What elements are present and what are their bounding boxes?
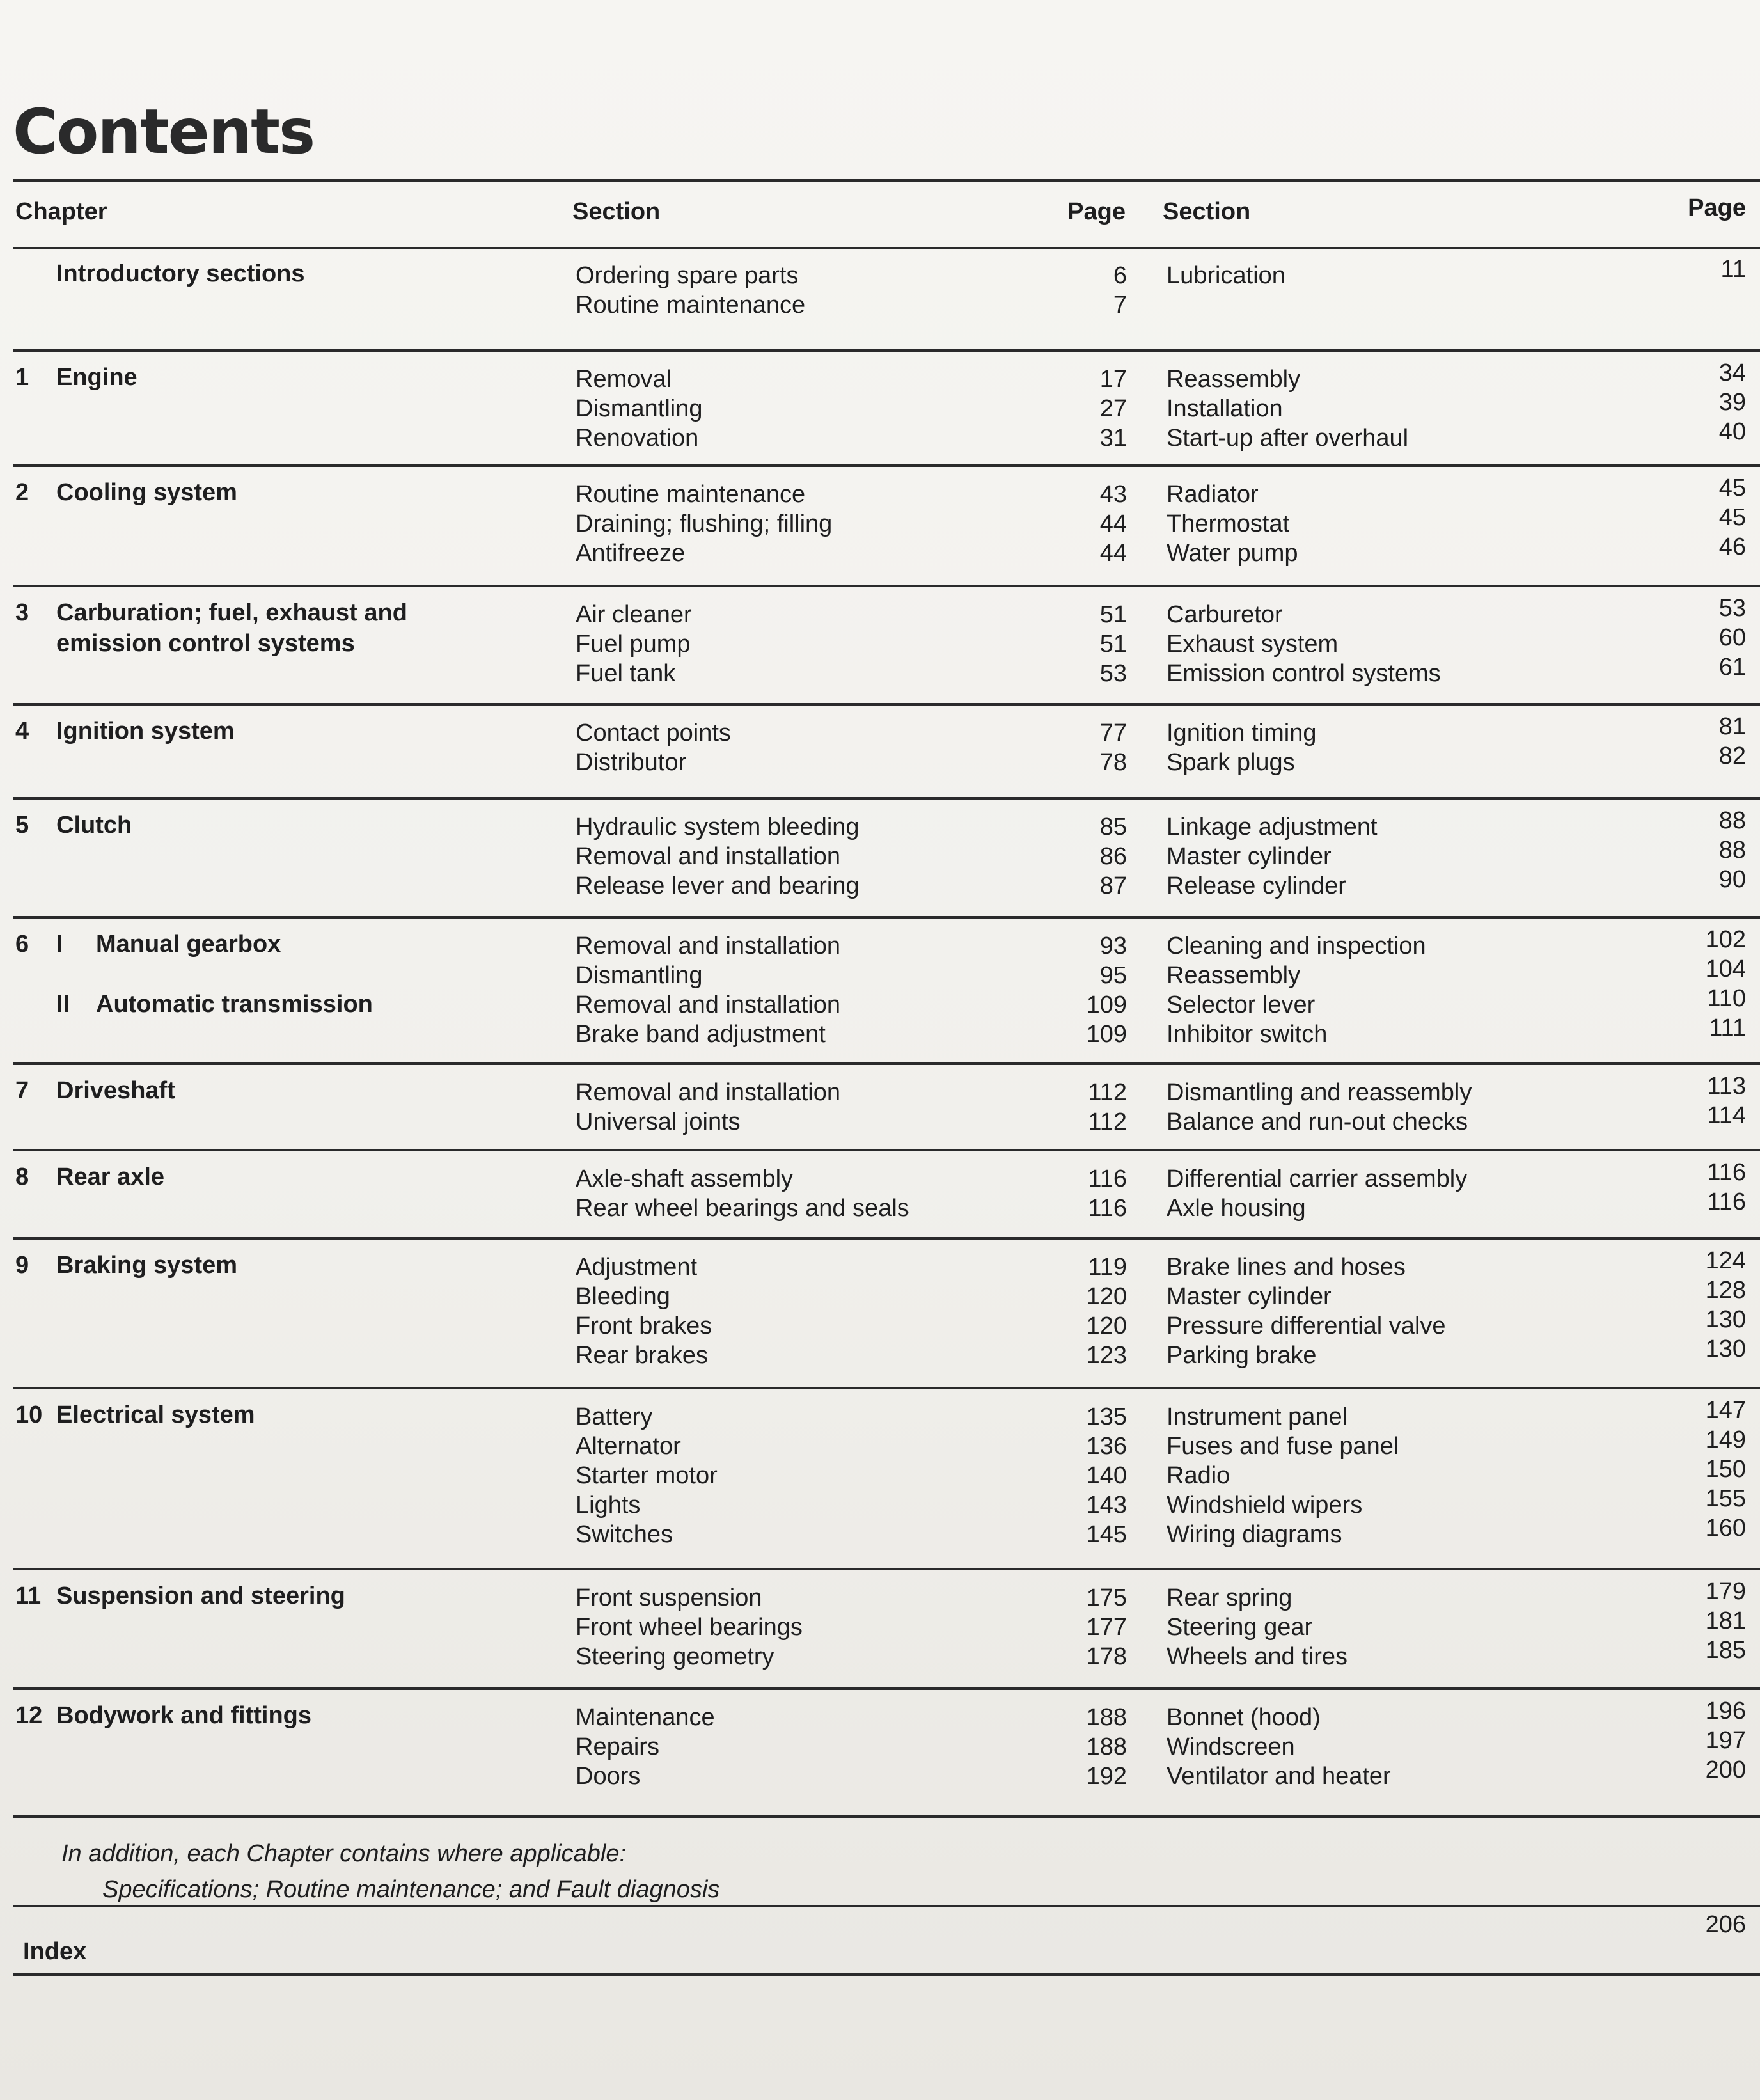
section-entry: Windscreen (1167, 1733, 1295, 1760)
page-number: 43 (1099, 481, 1127, 508)
section-entry: Radiator (1167, 481, 1259, 508)
section-entry: Dismantling (576, 962, 703, 989)
section-entry: Removal and installation (576, 991, 841, 1018)
section-entry: Removal and installation (576, 1079, 841, 1106)
section-entry: Pressure differential valve (1167, 1313, 1446, 1339)
section-entry: Rear wheel bearings and seals (576, 1195, 909, 1222)
page-number: 116 (1707, 1188, 1746, 1215)
page-list-left (1036, 1252, 1127, 1370)
page-number: 31 (1099, 425, 1127, 452)
page-number: 185 (1705, 1637, 1746, 1664)
header-chapter: Chapter (15, 198, 107, 225)
contents-row (0, 587, 1760, 706)
section-entry: Distributor (576, 749, 687, 776)
page-number: 197 (1705, 1727, 1746, 1754)
chapter-number: 3 (15, 599, 29, 626)
page-number: 51 (1099, 631, 1127, 658)
page-number: 145 (1086, 1521, 1127, 1548)
page-number: 116 (1088, 1195, 1127, 1222)
header-page-right: Page (1688, 194, 1746, 221)
page-list-right (1656, 1246, 1746, 1364)
chapter-number: 1 (15, 364, 29, 391)
section-entry: Removal and installation (576, 843, 841, 870)
index-label: Index (23, 1938, 87, 1965)
section-entry: Thermostat (1167, 510, 1290, 537)
chapter-part-name: Manual gearbox (96, 931, 281, 958)
page-number: 81 (1718, 713, 1746, 740)
section-list-right (1167, 1402, 1653, 1549)
section-entry: Hydraulic system bleeding (576, 814, 860, 841)
page-number: 147 (1705, 1397, 1746, 1424)
page-number: 116 (1707, 1159, 1746, 1186)
section-entry: Wheels and tires (1167, 1643, 1348, 1670)
section-entry: Instrument panel (1167, 1403, 1348, 1430)
section-entry: Front wheel bearings (576, 1614, 803, 1641)
contents-row (0, 467, 1760, 587)
page-number: 109 (1086, 991, 1127, 1018)
chapter-title (15, 929, 373, 1020)
page-list-left (1036, 480, 1127, 568)
page-number: 150 (1705, 1456, 1746, 1483)
section-entry: Master cylinder (1167, 1283, 1332, 1310)
page-number: 77 (1099, 720, 1127, 746)
page-number: 130 (1705, 1336, 1746, 1362)
section-list-left (576, 812, 1023, 901)
section-list-left (576, 1252, 1023, 1370)
section-list-left (576, 1583, 1023, 1671)
index-top-rule (13, 1905, 1760, 1907)
chapter-name-line: Ignition system (56, 718, 235, 745)
row-divider (13, 1815, 1760, 1818)
page-number: 181 (1705, 1607, 1746, 1634)
page-list-right (1656, 358, 1746, 446)
page-number: 196 (1705, 1698, 1746, 1725)
chapter-name (56, 1162, 164, 1192)
chapter-name (56, 1400, 255, 1430)
page-number: 188 (1086, 1704, 1127, 1731)
page-number: 119 (1088, 1254, 1127, 1281)
chapter-part-roman: I (56, 931, 63, 958)
chapter-name (56, 1700, 311, 1731)
page-list-left (1036, 1703, 1127, 1791)
page-number: 112 (1088, 1079, 1127, 1106)
page-number: 53 (1099, 660, 1127, 687)
page-number: 87 (1099, 872, 1127, 899)
section-entry: Alternator (576, 1433, 681, 1460)
contents-row (0, 248, 1760, 352)
section-entry: Lights (576, 1492, 641, 1519)
page-number: 192 (1086, 1763, 1127, 1790)
page-list-right (1656, 594, 1746, 682)
chapter-number: 4 (15, 718, 29, 745)
section-entry: Emission control systems (1167, 660, 1441, 687)
section-entry: Start-up after overhaul (1167, 425, 1409, 452)
page-list-right (1656, 712, 1746, 771)
section-entry: Axle-shaft assembly (576, 1165, 794, 1192)
chapter-name-line: Electrical system (56, 1401, 255, 1428)
page-number: 39 (1718, 389, 1746, 416)
chapter-name-line: Cooling system (56, 479, 237, 506)
section-entry: Exhaust system (1167, 631, 1339, 658)
section-entry: Front brakes (576, 1313, 712, 1339)
chapter-title (15, 258, 305, 289)
contents-row (0, 1151, 1760, 1240)
page-number: 11 (1720, 256, 1746, 283)
section-entry: Brake lines and hoses (1167, 1254, 1406, 1281)
chapter-name-line: Bodywork and fittings (56, 1702, 311, 1729)
section-list-right (1167, 1164, 1653, 1223)
section-entry: Master cylinder (1167, 843, 1332, 870)
chapter-number: 6 (15, 931, 29, 958)
section-entry: Windshield wipers (1167, 1492, 1363, 1519)
index-bottom-rule (13, 1973, 1760, 1976)
page-number: 135 (1086, 1403, 1127, 1430)
section-entry: Air cleaner (576, 601, 692, 628)
section-entry: Reassembly (1167, 962, 1301, 989)
page-list-right (1656, 1696, 1746, 1785)
section-list-right (1167, 1583, 1653, 1671)
section-list-left (576, 480, 1023, 568)
chapter-title (15, 1581, 345, 1611)
page-number: 95 (1099, 962, 1127, 989)
page-number: 34 (1718, 359, 1746, 386)
page-list-left (1036, 365, 1127, 453)
section-list-right (1167, 480, 1653, 568)
section-entry: Water pump (1167, 540, 1298, 567)
chapter-title (15, 1162, 164, 1192)
section-entry: Rear brakes (576, 1342, 708, 1369)
header-section: Section (572, 198, 661, 225)
chapter-title (15, 1075, 175, 1106)
section-entry: Front suspension (576, 1584, 762, 1611)
page-list-left (1036, 1164, 1127, 1223)
section-entry: Brake band adjustment (576, 1021, 826, 1048)
chapter-name (56, 716, 235, 746)
chapter-title (15, 362, 138, 393)
chapter-number: 8 (15, 1164, 29, 1190)
note-line-2: Specifications; Routine maintenance; and Fault diagnosis (102, 1876, 720, 1903)
section-entry: Steering geometry (576, 1643, 774, 1670)
section-entry: Maintenance (576, 1704, 715, 1731)
section-entry: Selector lever (1167, 991, 1316, 1018)
page-number: 17 (1099, 366, 1127, 393)
contents-row (0, 1240, 1760, 1389)
page-number: 188 (1086, 1733, 1127, 1760)
section-entry: Axle housing (1167, 1195, 1306, 1222)
page-list-right (1656, 255, 1746, 284)
index-page: 206 (1705, 1911, 1746, 1938)
page-number: 61 (1718, 654, 1746, 681)
section-list-right (1167, 1078, 1653, 1137)
chapter-name (56, 929, 373, 1020)
page-list-left (1036, 812, 1127, 901)
chapter-name (56, 477, 237, 508)
section-entry: Differential carrier assembly (1167, 1165, 1468, 1192)
section-entry: Fuses and fuse panel (1167, 1433, 1399, 1460)
section-entry: Routine maintenance (576, 292, 806, 319)
page-number: 102 (1705, 926, 1746, 953)
contents-row (0, 1690, 1760, 1818)
section-entry: Renovation (576, 425, 699, 452)
table-header (0, 194, 1760, 237)
page-number: 6 (1113, 262, 1127, 289)
page-number: 53 (1718, 595, 1746, 622)
section-list-left (576, 261, 1023, 320)
chapter-name-line: Suspension and steering (56, 1583, 345, 1609)
chapter-name-line: Rear axle (56, 1164, 165, 1190)
page-number: 46 (1718, 533, 1746, 560)
chapter-name (56, 362, 138, 393)
section-entry: Spark plugs (1167, 749, 1295, 776)
page-number: 86 (1099, 843, 1127, 870)
page-number: 85 (1099, 814, 1127, 841)
chapter-name-line: Driveshaft (56, 1077, 175, 1104)
section-entry: Release lever and bearing (576, 872, 860, 899)
section-entry: Doors (576, 1763, 641, 1790)
chapter-name (56, 597, 407, 659)
chapter-number: 7 (15, 1077, 29, 1104)
page-number: 155 (1705, 1485, 1746, 1512)
contents-row (0, 1065, 1760, 1151)
chapter-part-1 (56, 929, 373, 959)
contents-row (0, 706, 1760, 800)
page-list-left (1036, 1078, 1127, 1137)
section-entry: Installation (1167, 395, 1283, 422)
section-list-right (1167, 365, 1653, 453)
page-title: Contents (13, 96, 315, 168)
section-entry: Rear spring (1167, 1584, 1292, 1611)
chapter-part-roman: II (56, 991, 70, 1018)
section-entry: Universal joints (576, 1109, 741, 1135)
section-list-right (1167, 261, 1653, 290)
section-entry: Parking brake (1167, 1342, 1317, 1369)
page-number: 149 (1705, 1426, 1746, 1453)
page-number: 109 (1086, 1021, 1127, 1048)
page-number: 179 (1705, 1578, 1746, 1605)
section-entry: Fuel tank (576, 660, 676, 687)
page-number: 114 (1707, 1102, 1746, 1129)
section-entry: Antifreeze (576, 540, 686, 567)
chapter-name (56, 810, 132, 841)
section-entry: Bonnet (hood) (1167, 1704, 1321, 1731)
section-list-right (1167, 718, 1653, 777)
page-list-right (1656, 1071, 1746, 1130)
chapter-name-line: Clutch (56, 812, 132, 839)
section-entry: Release cylinder (1167, 872, 1346, 899)
contents-row (0, 800, 1760, 919)
page-number: 140 (1086, 1462, 1127, 1489)
section-list-left (576, 1164, 1023, 1223)
page-number: 40 (1718, 418, 1746, 445)
page-list-right (1656, 1577, 1746, 1665)
page-number: 120 (1086, 1283, 1127, 1310)
page-number: 113 (1707, 1073, 1746, 1100)
page-number: 177 (1086, 1614, 1127, 1641)
page-list-right (1656, 925, 1746, 1043)
page-number: 51 (1099, 601, 1127, 628)
page-number: 143 (1086, 1492, 1127, 1519)
page-number: 116 (1088, 1165, 1127, 1192)
chapter-title (15, 1700, 311, 1731)
section-entry: Starter motor (576, 1462, 718, 1489)
section-entry: Steering gear (1167, 1614, 1313, 1641)
section-entry: Reassembly (1167, 366, 1301, 393)
page-list-right (1656, 473, 1746, 562)
section-entry: Radio (1167, 1462, 1230, 1489)
section-entry: Ignition timing (1167, 720, 1317, 746)
page-list-left (1036, 718, 1127, 777)
chapter-number: 2 (15, 479, 29, 506)
section-entry: Removal and installation (576, 933, 841, 959)
page-number: 27 (1099, 395, 1127, 422)
page-number: 112 (1088, 1109, 1127, 1135)
chapter-title (15, 810, 132, 841)
page-number: 78 (1099, 749, 1127, 776)
page-number: 130 (1705, 1306, 1746, 1333)
section-entry: Dismantling (576, 395, 703, 422)
section-entry: Wiring diagrams (1167, 1521, 1342, 1548)
page-number: 44 (1099, 510, 1127, 537)
chapter-title (15, 477, 237, 508)
section-entry: Carburetor (1167, 601, 1283, 628)
page-number: 124 (1705, 1247, 1746, 1274)
chapter-name-line: Introductory sections (56, 260, 305, 287)
page-number: 90 (1718, 866, 1746, 893)
page-list-left (1036, 1583, 1127, 1671)
section-list-left (576, 931, 1023, 1049)
contents-row (0, 919, 1760, 1065)
chapter-number: 9 (15, 1252, 29, 1279)
section-list-left (576, 365, 1023, 453)
section-entry: Contact points (576, 720, 731, 746)
section-entry: Balance and run-out checks (1167, 1109, 1468, 1135)
chapter-name (56, 1250, 237, 1281)
contents-row (0, 1570, 1760, 1690)
page-number: 128 (1705, 1277, 1746, 1304)
section-list-right (1167, 600, 1653, 688)
page-list-left (1036, 1402, 1127, 1549)
chapter-title (15, 1400, 255, 1430)
page-number: 44 (1099, 540, 1127, 567)
section-entry: Adjustment (576, 1254, 698, 1281)
chapter-name-line: Engine (56, 364, 138, 391)
chapter-title (15, 1250, 237, 1281)
chapter-number: 12 (15, 1702, 43, 1729)
page-number: 175 (1086, 1584, 1127, 1611)
page-number: 93 (1099, 933, 1127, 959)
page-number: 120 (1086, 1313, 1127, 1339)
chapter-name-line: emission control systems (56, 630, 355, 657)
chapter-name-line: Braking system (56, 1252, 238, 1279)
section-entry: Cleaning and inspection (1167, 933, 1426, 959)
section-entry: Draining; flushing; filling (576, 510, 833, 537)
chapter-title (15, 597, 407, 659)
section-entry: Lubrication (1167, 262, 1285, 289)
header-page: Page (1067, 198, 1126, 225)
chapter-part-name: Automatic transmission (96, 991, 373, 1018)
page-number: 160 (1705, 1515, 1746, 1542)
chapter-name (56, 258, 305, 289)
contents-row (0, 352, 1760, 467)
title-rule (13, 179, 1760, 182)
section-list-left (576, 1078, 1023, 1137)
page-list-left (1036, 931, 1127, 1049)
page-number: 111 (1709, 1014, 1746, 1041)
section-entry: Ordering spare parts (576, 262, 799, 289)
page-number: 60 (1718, 624, 1746, 651)
chapter-title (15, 716, 235, 746)
section-list-right (1167, 812, 1653, 901)
page-number: 110 (1707, 985, 1746, 1012)
chapter-number: 5 (15, 812, 29, 839)
section-entry: Battery (576, 1403, 653, 1430)
chapter-part-2 (56, 989, 373, 1020)
page-number: 7 (1113, 292, 1127, 319)
chapter-number: 11 (15, 1583, 42, 1609)
page-number: 104 (1705, 956, 1746, 983)
section-entry: Dismantling and reassembly (1167, 1079, 1472, 1106)
page-number: 200 (1705, 1757, 1746, 1783)
page-list-left (1036, 600, 1127, 688)
page-list-left (1036, 261, 1127, 320)
section-entry: Removal (576, 366, 672, 393)
note-line-1: In addition, each Chapter contains where applicable: (61, 1840, 627, 1867)
section-entry: Fuel pump (576, 631, 691, 658)
page-number: 88 (1718, 807, 1746, 834)
section-list-right (1167, 931, 1653, 1049)
page-number: 123 (1086, 1342, 1127, 1369)
section-entry: Routine maintenance (576, 481, 806, 508)
section-entry: Inhibitor switch (1167, 1021, 1328, 1048)
section-entry: Ventilator and heater (1167, 1763, 1391, 1790)
page-number: 178 (1086, 1643, 1127, 1670)
page-number: 88 (1718, 837, 1746, 864)
contents-row (0, 1389, 1760, 1570)
page-number: 82 (1718, 743, 1746, 770)
header-section-right: Section (1163, 198, 1251, 225)
chapter-number: 10 (15, 1401, 43, 1428)
section-list-left (576, 600, 1023, 688)
section-list-left (576, 1402, 1023, 1549)
chapter-name (56, 1075, 175, 1106)
page-list-right (1656, 1158, 1746, 1217)
page-number: 45 (1718, 475, 1746, 501)
section-entry: Linkage adjustment (1167, 814, 1378, 841)
page-number: 136 (1086, 1433, 1127, 1460)
section-list-left (576, 718, 1023, 777)
chapter-name (56, 1581, 345, 1611)
chapter-name-line: Carburation; fuel, exhaust and (56, 599, 407, 626)
page-number: 45 (1718, 504, 1746, 531)
section-list-left (576, 1703, 1023, 1791)
page-list-right (1656, 806, 1746, 894)
section-list-right (1167, 1252, 1653, 1370)
section-list-right (1167, 1703, 1653, 1791)
page-list-right (1656, 1396, 1746, 1543)
chapter-contents-note (61, 1836, 719, 1907)
section-entry: Bleeding (576, 1283, 670, 1310)
section-entry: Switches (576, 1521, 673, 1548)
section-entry: Repairs (576, 1733, 659, 1760)
